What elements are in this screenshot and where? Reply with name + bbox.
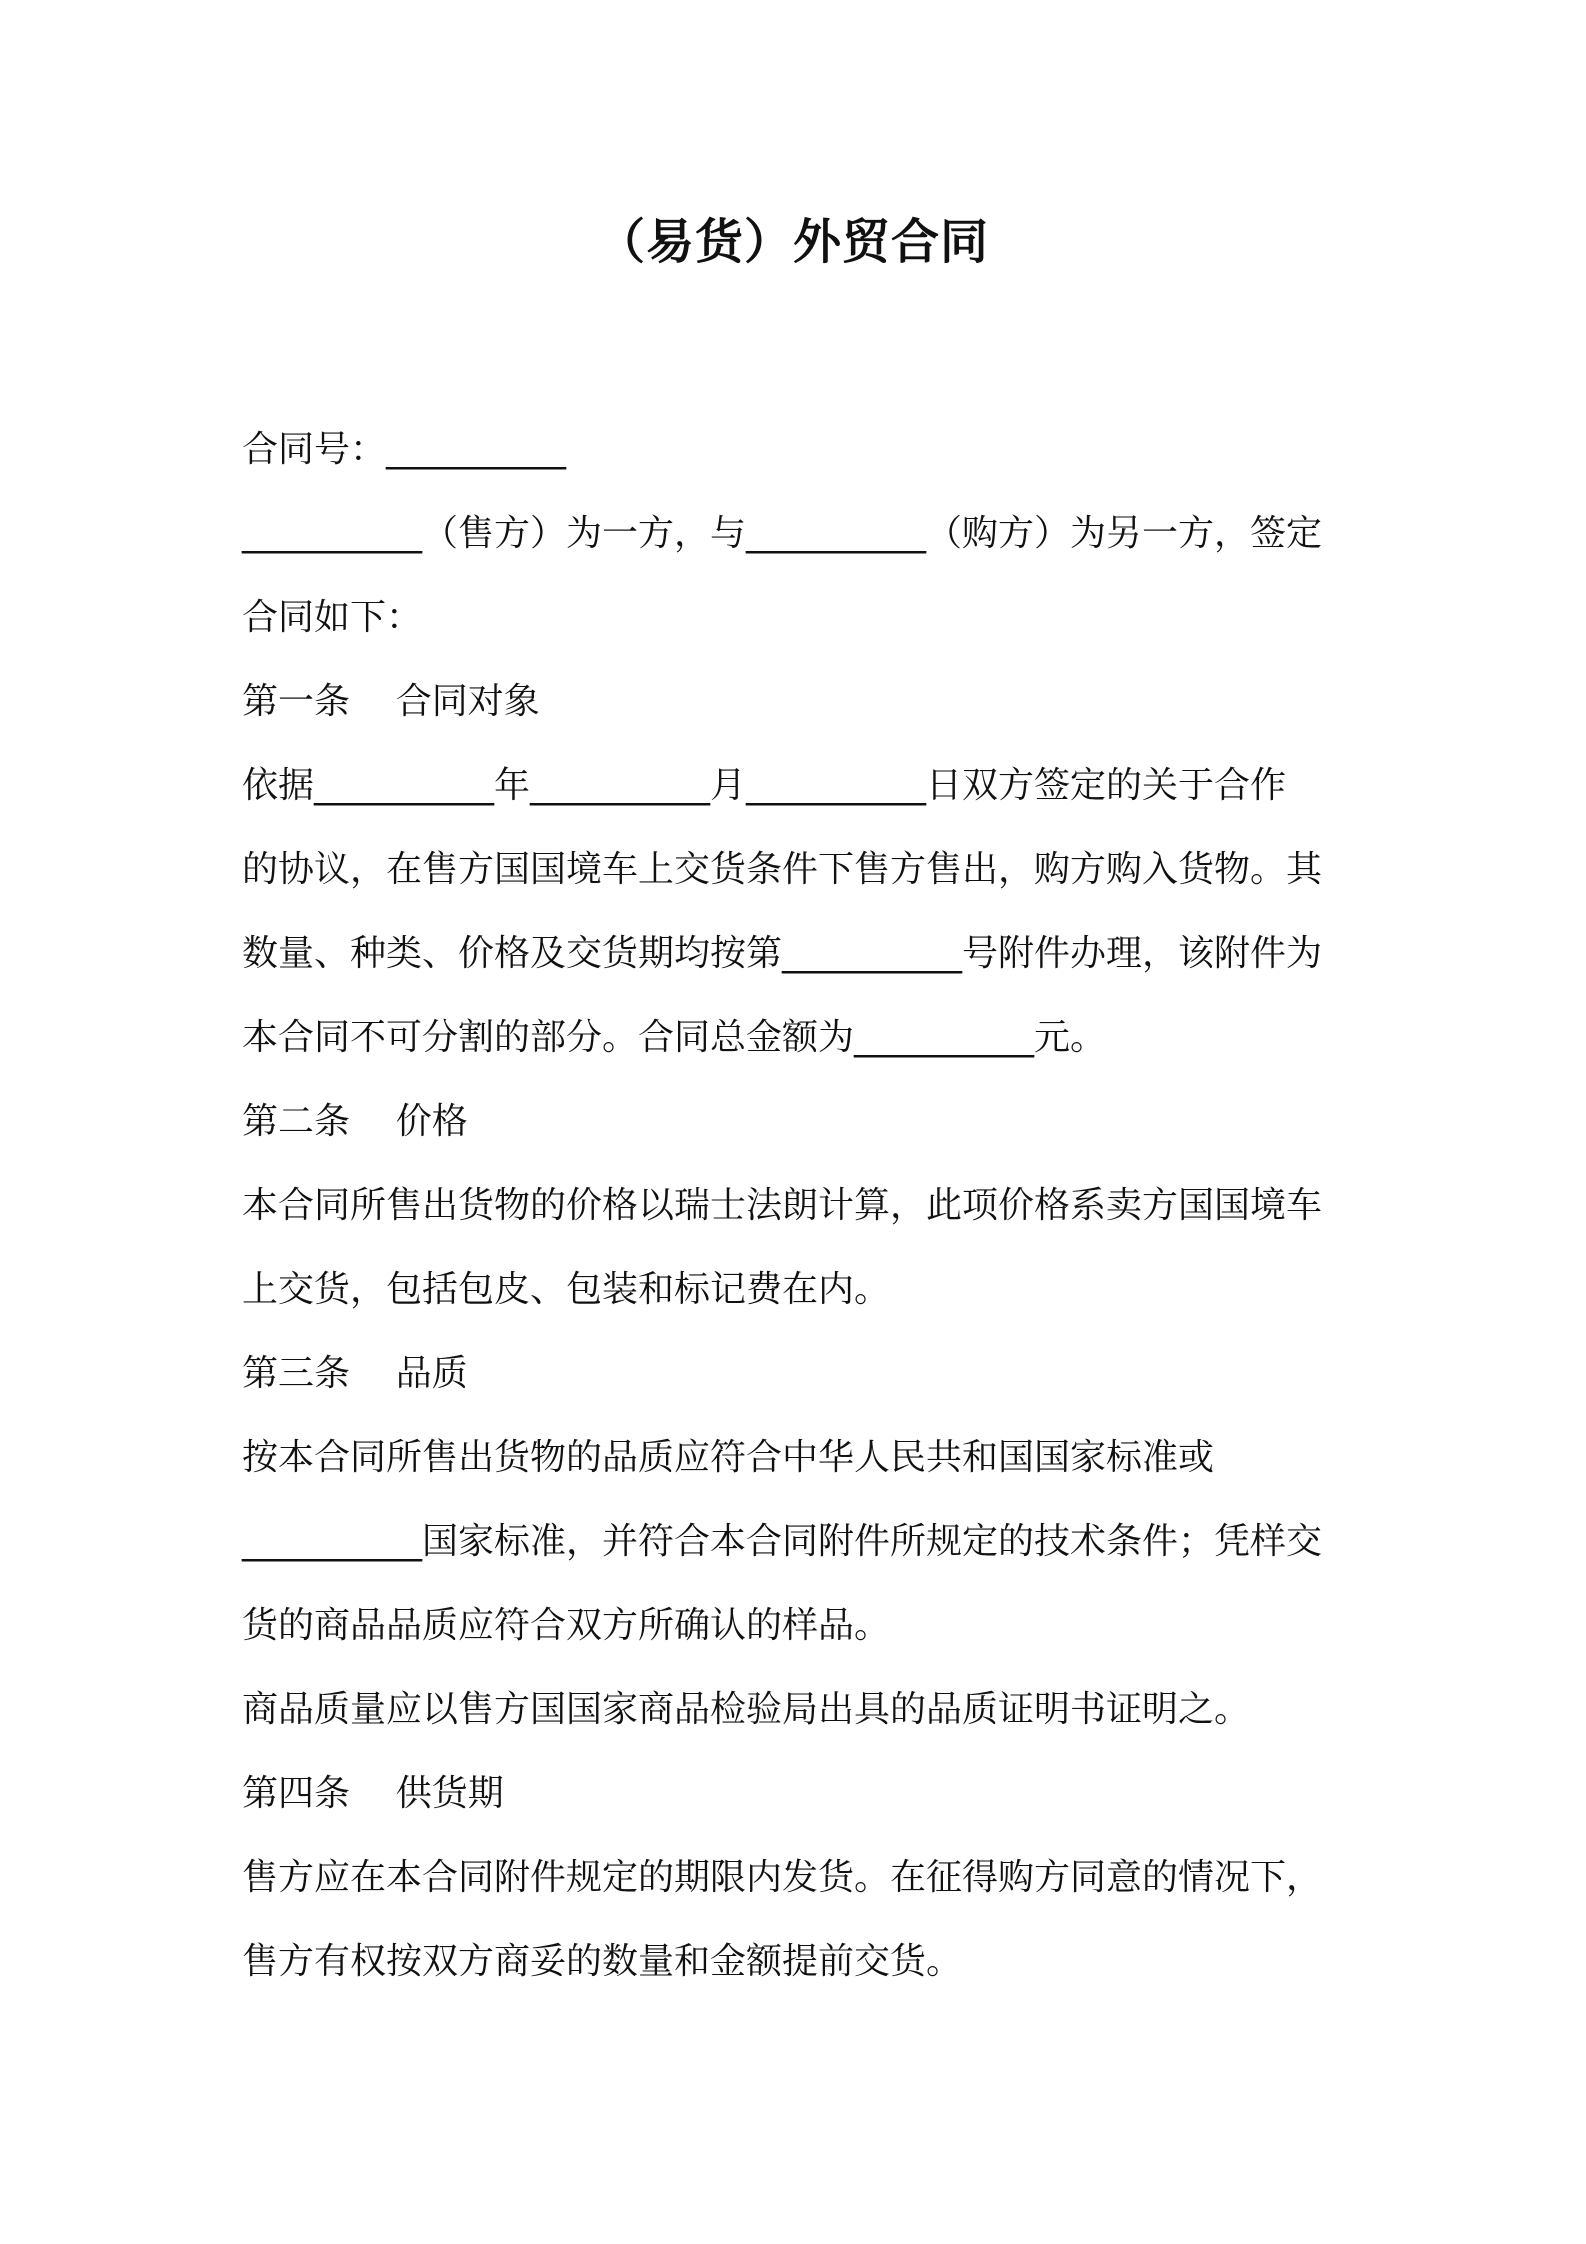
text-line: __________（售方）为一方，与__________（购方）为另一方，签定 xyxy=(242,513,1323,554)
document-body xyxy=(242,408,1362,2004)
text-line: 售方应在本合同附件规定的期限内发货。在征得购方同意的情况下， xyxy=(242,1857,1323,1898)
article-heading: 第三条 品质 xyxy=(242,1353,468,1394)
article-heading: 第二条 价格 xyxy=(242,1101,468,1142)
text-line: __________国家标准，并符合本合同附件所规定的技术条件；凭样交 xyxy=(242,1521,1323,1562)
article-heading: 第一条 合同对象 xyxy=(242,681,540,722)
text-line: 售方有权按双方商妥的数量和金额提前交货。 xyxy=(242,1941,963,1982)
text-line: 上交货，包括包皮、包装和标记费在内。 xyxy=(242,1269,891,1310)
text-line: 商品质量应以售方国国家商品检验局出具的品质证明书证明之。 xyxy=(242,1689,1251,1730)
text-line: 本合同所售出货物的价格以瑞士法朗计算，此项价格系卖方国国境车 xyxy=(242,1185,1323,1226)
text-line: 的协议，在售方国国境车上交货条件下售方售出，购方购入货物。其 xyxy=(242,849,1323,890)
text-line: 本合同不可分割的部分。合同总金额为__________元。 xyxy=(242,1017,1107,1058)
text-line: 依据__________年__________月__________日双方签定的关于合作 xyxy=(242,765,1287,806)
text-line: 货的商品品质应符合双方所确认的样品。 xyxy=(242,1605,891,1646)
text-line: 合同如下： xyxy=(242,597,423,638)
text-line: 合同号：__________ xyxy=(242,429,567,470)
text-line: 按本合同所售出货物的品质应符合中华人民共和国国家标准或 xyxy=(242,1437,1215,1478)
article-heading: 第四条 供货期 xyxy=(242,1773,504,1814)
document-title: （易货）外贸合同 xyxy=(596,214,989,270)
text-line: 数量、种类、价格及交货期均按第__________号附件办理，该附件为 xyxy=(242,933,1323,974)
